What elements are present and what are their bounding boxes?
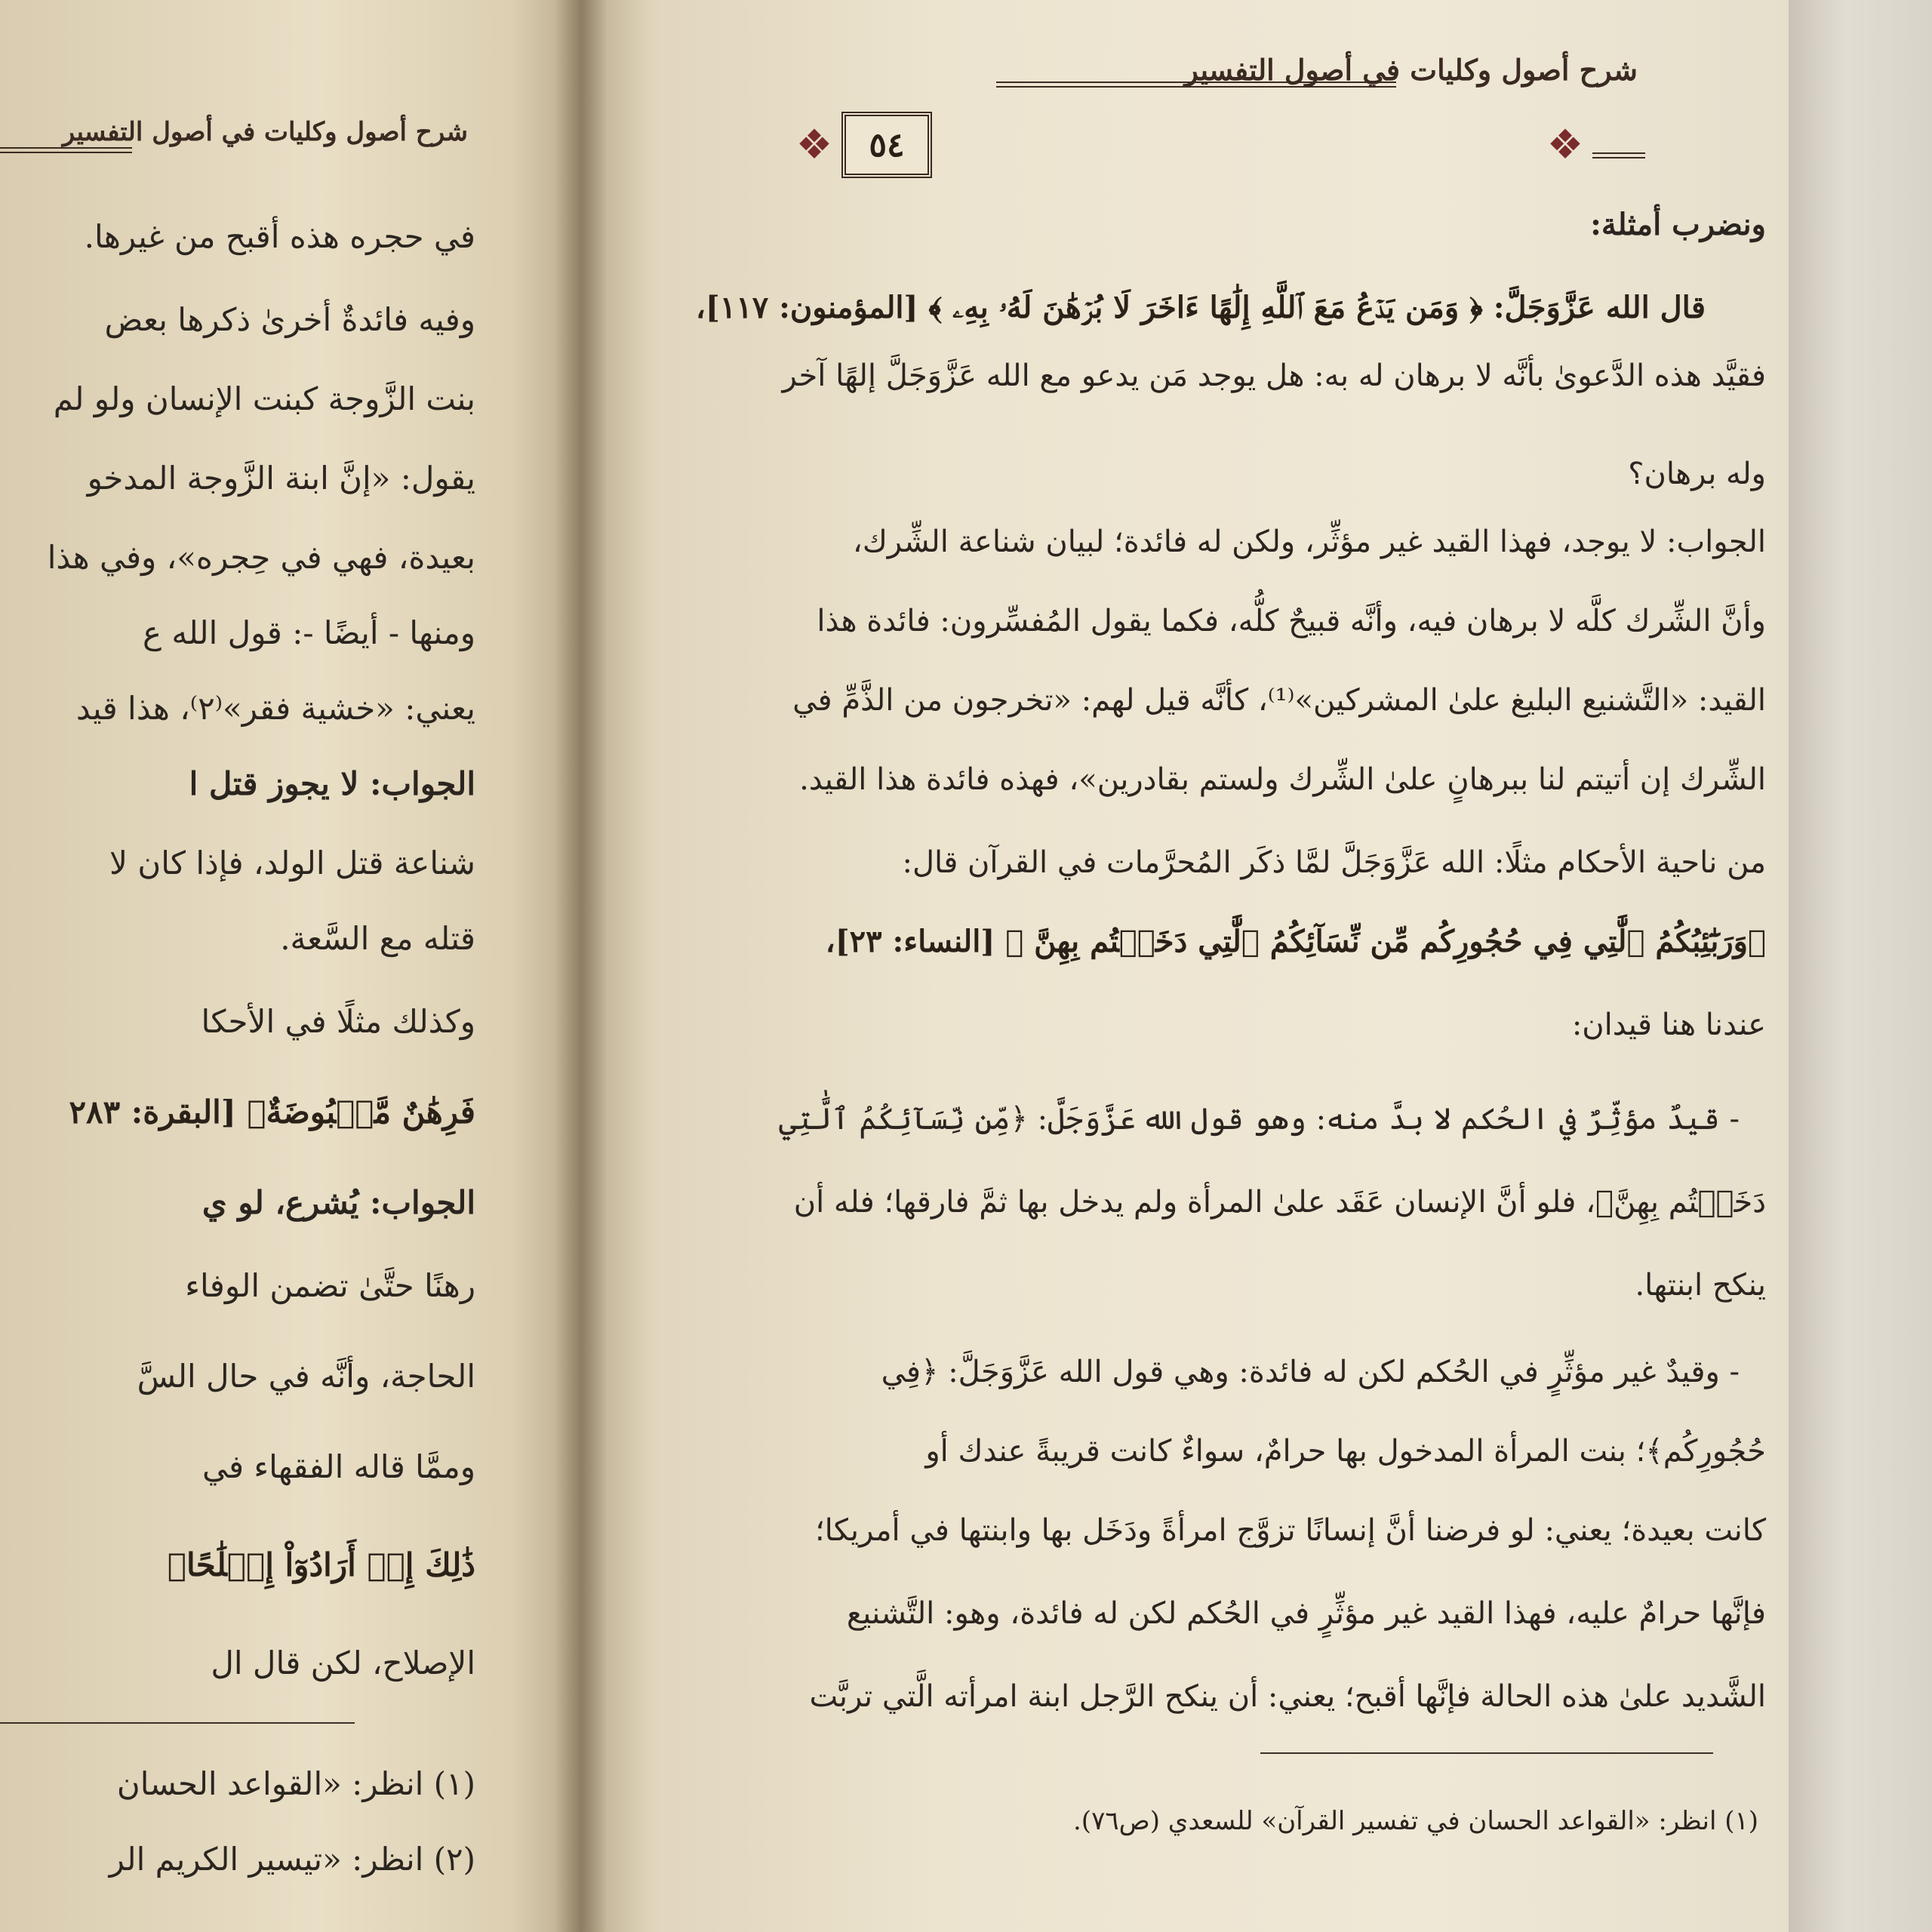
left-line: بنت الزَّوجة كبنت الإنسان ولو لم [53,380,475,417]
text-line: حُجُورِكُم﴾؛ بنت المرأة المدخول بها حرامٌ، سواءٌ كانت قريبةً عندك أو [925,1434,1766,1469]
text-line: - قيدٌ مؤثِّرٌ في الحُكم لا بدَّ منه: وهو قول الله عَزَّوَجَلَّ: ﴿مِّن نِّسَآئِكُمُ ٱلَّٰتِي [778,1102,1740,1137]
left-line: وفيه فائدةٌ أخرىٰ ذكرها بعض [104,301,475,338]
quran-verse: ﴿وَرَبَٰٓئِبُكُمُ ٱلَّٰتِي فِي حُجُورِكُم مِّن نِّسَآئِكُمُ ٱلَّٰتِي دَخَلۡتُم بِهِنَّ ﴾ [النساء: ٢٣]، [825,924,1766,959]
left-line: وكذلك مثلًا في الأحكا [201,1003,475,1040]
left-line: في حجره هذه أقبح من غيرها. [84,218,475,255]
left-line: يقول: «إنَّ ابنة الزَّوجة المدخو [87,460,475,497]
text-line: وأنَّ الشِّرك كلَّه لا برهان فيه، وأنَّه قبيحٌ كلُّه، فكما يقول المُفسِّرون: فائدة هذا [817,604,1766,638]
text-line: الجواب: لا يوجد، فهذا القيد غير مؤثِّر، ولكن له فائدة؛ لبيان شناعة الشِّرك، [852,525,1766,559]
footnote-rule [1260,1752,1713,1754]
ornament-icon: ❖ [795,121,833,168]
text-line: فقيَّد هذه الدَّعوىٰ بأنَّه لا برهان له به: هل يوجد مَن يدعو مع الله عَزَّوَجَلَّ إلهًا آخر [782,358,1766,393]
text-line: - وقيدٌ غير مؤثِّرٍ في الحُكم لكن له فائدة: وهي قول الله عَزَّوَجَلَّ: ﴿فِي [881,1355,1740,1389]
left-line: رهنًا حتَّىٰ تضمن الوفاء [185,1267,475,1304]
left-line: شناعة قتل الولد، فإذا كان لا [109,844,475,881]
text-line: عندنا هنا قيدان: [1571,1008,1766,1042]
text-line: وله برهان؟ [1628,457,1766,491]
page-number: ٥٤ [841,112,932,178]
quran-verse: قال الله عَزَّوَجَلَّ: ﴿ وَمَن يَدۡعُ مَعَ ٱللَّهِ إِلَٰهًا ءَاخَرَ لَا بُرۡهَٰنَ لَهُۥ بِهِۦ ﴾ [المؤمنون: ١١٧]، [695,290,1706,325]
text-line: دَخَلۡتُم بِهِنَّ﴾، فلو أنَّ الإنسان عَقَد علىٰ المرأة ولم يدخل بها ثمَّ فارقها؛ فله أن [793,1185,1766,1220]
text-line: القيد: «التَّشنيع البليغ علىٰ المشركين»⁽¹⁾، كأنَّه قيل لهم: «تخرجون من الذَّمِّ في [792,683,1766,718]
text-line: الشَّديد علىٰ هذه الحالة فإنَّها أقبح؛ يعني: أن ينكح الرَّجل ابنة امرأته الَّتي تربَّت [809,1679,1766,1714]
left-line: الجواب: لا يجوز قتل ا [189,765,475,802]
text-line: من ناحية الأحكام مثلًا: الله عَزَّوَجَلَّ لمَّا ذكَر المُحرَّمات في القرآن قال: [902,845,1766,880]
left-line: وممَّا قاله الفقهاء في [202,1448,475,1485]
left-running-head: شرح أصول وكليات في أصول التفسير [62,117,468,147]
ornament-icon: ❖ [1546,121,1584,168]
left-line: الجواب: يُشرع، لو ي [202,1184,475,1221]
left-line: قتله مع السَّعة. [280,920,475,957]
left-line: الحاجة، وأنَّه في حال السَّ [137,1358,475,1395]
text-line: كانت بعيدة؛ يعني: لو فرضنا أنَّ إنسانًا تزوَّج امرأةً ودَخَل بها وابنتها في أمريكا؛ [814,1513,1766,1548]
running-head: شرح أصول وكليات في أصول التفسير [1184,53,1638,87]
left-line: فَرِهَٰنٌ مَّقۡبُوضَةٌ﴾ [البقرة: ٢٨٣ [69,1094,475,1131]
left-line: ومنها - أيضًا -: قول الله ع [142,614,475,651]
text-line: ونضرب أمثلة: [1590,207,1766,242]
text-line: فإنَّها حرامٌ عليه، فهذا القيد غير مؤثِّرٍ في الحُكم لكن له فائدة، وهو: التَّشنيع [846,1596,1766,1631]
footnote: (١) انظر: «القواعد الحسان في تفسير القرآن» للسعدي (ص٧٦). [1072,1806,1758,1836]
left-footnote: (٢) انظر: «تيسير الكريم الر [109,1841,475,1878]
left-line: يعني: «خشية فقر»⁽٢⁾، هذا قيد [75,690,475,727]
left-line: ذَٰلِكَ إِنۡ أَرَادُوٓاْ إِصۡلَٰحًا﴾ [167,1546,475,1583]
left-line: بعيدة، فهي في حِجره»، وفي هذا [47,539,475,576]
left-footnote: (١) انظر: «القواعد الحسان [116,1765,475,1802]
left-line: الإصلاح، لكن قال ال [211,1644,475,1681]
text-line: ينكح ابنتها. [1635,1268,1766,1303]
text-line: الشِّرك إن أتيتم لنا ببرهانٍ علىٰ الشِّرك ولستم بقادرين»، فهذه فائدة هذا القيد. [799,762,1766,797]
